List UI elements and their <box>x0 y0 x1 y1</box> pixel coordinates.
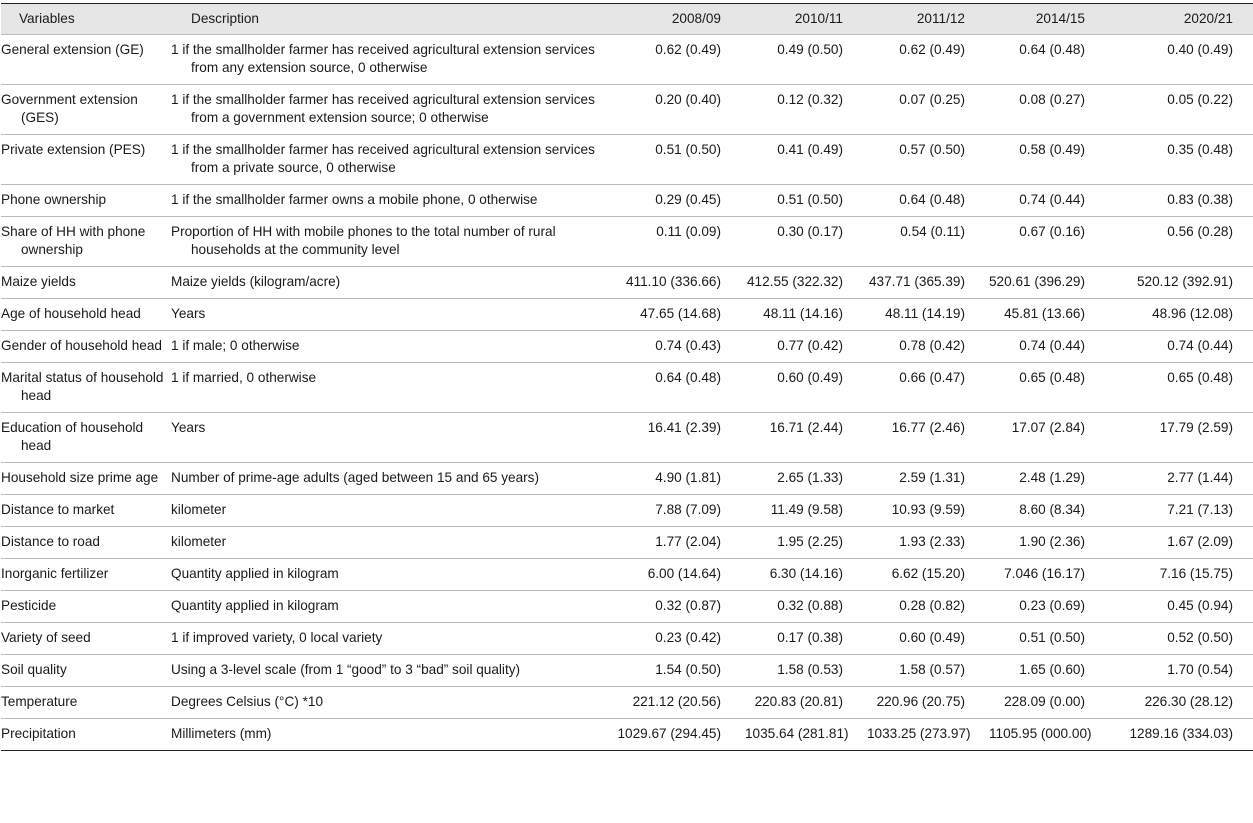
cell-value: 0.51 (0.50) <box>741 185 863 217</box>
cell-value: 1.70 (0.54) <box>1105 655 1253 687</box>
header-year-2011: 2011/12 <box>863 4 985 35</box>
table-row <box>1 135 1253 185</box>
cell-description: 1 if the smallholder farmer has received agricultural extension services from any extension source, 0 otherwise <box>187 35 613 85</box>
cell-value: 0.64 (0.48) <box>863 185 985 217</box>
cell-value: 1.65 (0.60) <box>985 655 1105 687</box>
cell-value: 0.32 (0.88) <box>741 591 863 623</box>
cell-variable: Precipitation <box>1 719 187 751</box>
cell-value: 0.64 (0.48) <box>985 35 1105 85</box>
header-year-2010: 2010/11 <box>741 4 863 35</box>
cell-value: 0.57 (0.50) <box>863 135 985 185</box>
cell-value: 0.77 (0.42) <box>741 331 863 363</box>
cell-variable: Gender of household head <box>1 331 187 363</box>
cell-variable: Temperature <box>1 687 187 719</box>
cell-value: 0.74 (0.44) <box>985 331 1105 363</box>
cell-value: 0.65 (0.48) <box>985 363 1105 413</box>
cell-value: 0.62 (0.49) <box>863 35 985 85</box>
header-year-2020: 2020/21 <box>1105 4 1253 35</box>
cell-value: 6.30 (14.16) <box>741 559 863 591</box>
table-row <box>1 655 1253 687</box>
cell-variable: Inorganic fertilizer <box>1 559 187 591</box>
header-year-2008: 2008/09 <box>613 4 741 35</box>
cell-value: 0.28 (0.82) <box>863 591 985 623</box>
cell-value: 17.79 (2.59) <box>1105 413 1253 463</box>
cell-value: 0.35 (0.48) <box>1105 135 1253 185</box>
cell-variable: Phone ownership <box>1 185 187 217</box>
cell-value: 2.77 (1.44) <box>1105 463 1253 495</box>
table-row <box>1 363 1253 413</box>
cell-value: 16.77 (2.46) <box>863 413 985 463</box>
cell-variable: Private extension (PES) <box>1 135 187 185</box>
cell-value: 0.52 (0.50) <box>1105 623 1253 655</box>
table-row <box>1 85 1253 135</box>
cell-description: 1 if male; 0 otherwise <box>187 331 613 363</box>
cell-value: 0.20 (0.40) <box>613 85 741 135</box>
table-row <box>1 331 1253 363</box>
table-row <box>1 495 1253 527</box>
header-variables: Variables <box>1 4 187 35</box>
cell-value: 0.32 (0.87) <box>613 591 741 623</box>
cell-value: 48.11 (14.19) <box>863 299 985 331</box>
cell-value: 0.49 (0.50) <box>741 35 863 85</box>
cell-value: 48.96 (12.08) <box>1105 299 1253 331</box>
table-row <box>1 35 1253 85</box>
cell-value: 1.54 (0.50) <box>613 655 741 687</box>
cell-description: Maize yields (kilogram/acre) <box>187 267 613 299</box>
cell-value: 1.58 (0.57) <box>863 655 985 687</box>
cell-value: 48.11 (14.16) <box>741 299 863 331</box>
cell-value: 0.62 (0.49) <box>613 35 741 85</box>
cell-value: 0.56 (0.28) <box>1105 217 1253 267</box>
cell-value: 0.66 (0.47) <box>863 363 985 413</box>
cell-variable: General extension (GE) <box>1 35 187 85</box>
cell-description: Millimeters (mm) <box>187 719 613 751</box>
cell-description: Number of prime-age adults (aged between 15 and 65 years) <box>187 463 613 495</box>
cell-value: 16.71 (2.44) <box>741 413 863 463</box>
cell-value: 0.74 (0.43) <box>613 331 741 363</box>
cell-variable: Distance to market <box>1 495 187 527</box>
table-header <box>1 4 1253 35</box>
cell-description: 1 if improved variety, 0 local variety <box>187 623 613 655</box>
cell-description: 1 if married, 0 otherwise <box>187 363 613 413</box>
cell-value: 0.05 (0.22) <box>1105 85 1253 135</box>
table-row <box>1 299 1253 331</box>
cell-variable: Distance to road <box>1 527 187 559</box>
cell-value: 0.51 (0.50) <box>985 623 1105 655</box>
cell-description: Quantity applied in kilogram <box>187 591 613 623</box>
cell-value: 1.95 (2.25) <box>741 527 863 559</box>
cell-description: 1 if the smallholder farmer has received agricultural extension services from a government extension source; 0 otherwise <box>187 85 613 135</box>
descriptive-statistics-table <box>1 3 1253 751</box>
cell-description: 1 if the smallholder farmer owns a mobile phone, 0 otherwise <box>187 185 613 217</box>
cell-value: 16.41 (2.39) <box>613 413 741 463</box>
cell-variable: Household size prime age <box>1 463 187 495</box>
table-row <box>1 413 1253 463</box>
table-row <box>1 217 1253 267</box>
cell-value: 11.49 (9.58) <box>741 495 863 527</box>
cell-description: kilometer <box>187 527 613 559</box>
cell-description: Using a 3-level scale (from 1 “good” to 3 “bad” soil quality) <box>187 655 613 687</box>
cell-value: 7.21 (7.13) <box>1105 495 1253 527</box>
cell-variable: Marital status of household head <box>1 363 187 413</box>
cell-variable: Pesticide <box>1 591 187 623</box>
cell-value: 0.78 (0.42) <box>863 331 985 363</box>
cell-value: 1105.95 (000.00) <box>985 719 1105 751</box>
cell-value: 0.23 (0.69) <box>985 591 1105 623</box>
cell-value: 0.60 (0.49) <box>741 363 863 413</box>
cell-value: 0.58 (0.49) <box>985 135 1105 185</box>
cell-description: kilometer <box>187 495 613 527</box>
cell-value: 0.45 (0.94) <box>1105 591 1253 623</box>
cell-value: 0.60 (0.49) <box>863 623 985 655</box>
cell-value: 0.07 (0.25) <box>863 85 985 135</box>
cell-value: 2.59 (1.31) <box>863 463 985 495</box>
cell-value: 1033.25 (273.97) <box>863 719 985 751</box>
cell-value: 520.61 (396.29) <box>985 267 1105 299</box>
cell-description: Quantity applied in kilogram <box>187 559 613 591</box>
cell-description: Years <box>187 299 613 331</box>
cell-value: 2.48 (1.29) <box>985 463 1105 495</box>
cell-value: 0.17 (0.38) <box>741 623 863 655</box>
cell-value: 0.41 (0.49) <box>741 135 863 185</box>
cell-variable: Variety of seed <box>1 623 187 655</box>
cell-value: 45.81 (13.66) <box>985 299 1105 331</box>
cell-value: 228.09 (0.00) <box>985 687 1105 719</box>
cell-value: 0.08 (0.27) <box>985 85 1105 135</box>
cell-value: 437.71 (365.39) <box>863 267 985 299</box>
cell-value: 8.60 (8.34) <box>985 495 1105 527</box>
cell-value: 0.64 (0.48) <box>613 363 741 413</box>
cell-value: 7.88 (7.09) <box>613 495 741 527</box>
cell-variable: Government extension (GES) <box>1 85 187 135</box>
cell-variable: Age of household head <box>1 299 187 331</box>
header-row <box>1 4 1253 35</box>
table-row <box>1 687 1253 719</box>
table-row <box>1 527 1253 559</box>
cell-value: 0.30 (0.17) <box>741 217 863 267</box>
cell-value: 7.16 (15.75) <box>1105 559 1253 591</box>
cell-value: 1.90 (2.36) <box>985 527 1105 559</box>
cell-value: 7.046 (16.17) <box>985 559 1105 591</box>
cell-value: 0.12 (0.32) <box>741 85 863 135</box>
cell-variable: Share of HH with phone ownership <box>1 217 187 267</box>
cell-value: 0.11 (0.09) <box>613 217 741 267</box>
cell-value: 220.96 (20.75) <box>863 687 985 719</box>
cell-value: 411.10 (336.66) <box>613 267 741 299</box>
cell-value: 1.67 (2.09) <box>1105 527 1253 559</box>
table-row <box>1 591 1253 623</box>
table-row <box>1 623 1253 655</box>
cell-value: 17.07 (2.84) <box>985 413 1105 463</box>
cell-value: 1289.16 (334.03) <box>1105 719 1253 751</box>
cell-variable: Maize yields <box>1 267 187 299</box>
cell-value: 1.93 (2.33) <box>863 527 985 559</box>
cell-value: 0.83 (0.38) <box>1105 185 1253 217</box>
cell-description: Years <box>187 413 613 463</box>
cell-description: 1 if the smallholder farmer has received agricultural extension services from a private source, 0 otherwise <box>187 135 613 185</box>
cell-value: 6.00 (14.64) <box>613 559 741 591</box>
cell-value: 47.65 (14.68) <box>613 299 741 331</box>
cell-value: 226.30 (28.12) <box>1105 687 1253 719</box>
cell-value: 4.90 (1.81) <box>613 463 741 495</box>
cell-value: 0.67 (0.16) <box>985 217 1105 267</box>
cell-value: 0.51 (0.50) <box>613 135 741 185</box>
table-row <box>1 719 1253 751</box>
table-row <box>1 185 1253 217</box>
cell-value: 221.12 (20.56) <box>613 687 741 719</box>
cell-value: 1.58 (0.53) <box>741 655 863 687</box>
cell-variable: Soil quality <box>1 655 187 687</box>
table-row <box>1 267 1253 299</box>
header-description: Description <box>187 4 613 35</box>
cell-value: 1035.64 (281.81) <box>741 719 863 751</box>
cell-description: Degrees Celsius (°C) *10 <box>187 687 613 719</box>
cell-value: 0.23 (0.42) <box>613 623 741 655</box>
cell-value: 1029.67 (294.45) <box>613 719 741 751</box>
cell-value: 520.12 (392.91) <box>1105 267 1253 299</box>
cell-value: 1.77 (2.04) <box>613 527 741 559</box>
cell-value: 2.65 (1.33) <box>741 463 863 495</box>
cell-value: 0.65 (0.48) <box>1105 363 1253 413</box>
cell-value: 412.55 (322.32) <box>741 267 863 299</box>
table-row <box>1 463 1253 495</box>
cell-value: 0.29 (0.45) <box>613 185 741 217</box>
table-body <box>1 35 1253 751</box>
cell-value: 6.62 (15.20) <box>863 559 985 591</box>
cell-value: 0.54 (0.11) <box>863 217 985 267</box>
table-row <box>1 559 1253 591</box>
cell-value: 0.74 (0.44) <box>1105 331 1253 363</box>
cell-value: 0.40 (0.49) <box>1105 35 1253 85</box>
cell-value: 10.93 (9.59) <box>863 495 985 527</box>
cell-description: Proportion of HH with mobile phones to the total number of rural households at the community level <box>187 217 613 267</box>
cell-value: 220.83 (20.81) <box>741 687 863 719</box>
header-year-2014: 2014/15 <box>985 4 1105 35</box>
cell-value: 0.74 (0.44) <box>985 185 1105 217</box>
cell-variable: Education of household head <box>1 413 187 463</box>
